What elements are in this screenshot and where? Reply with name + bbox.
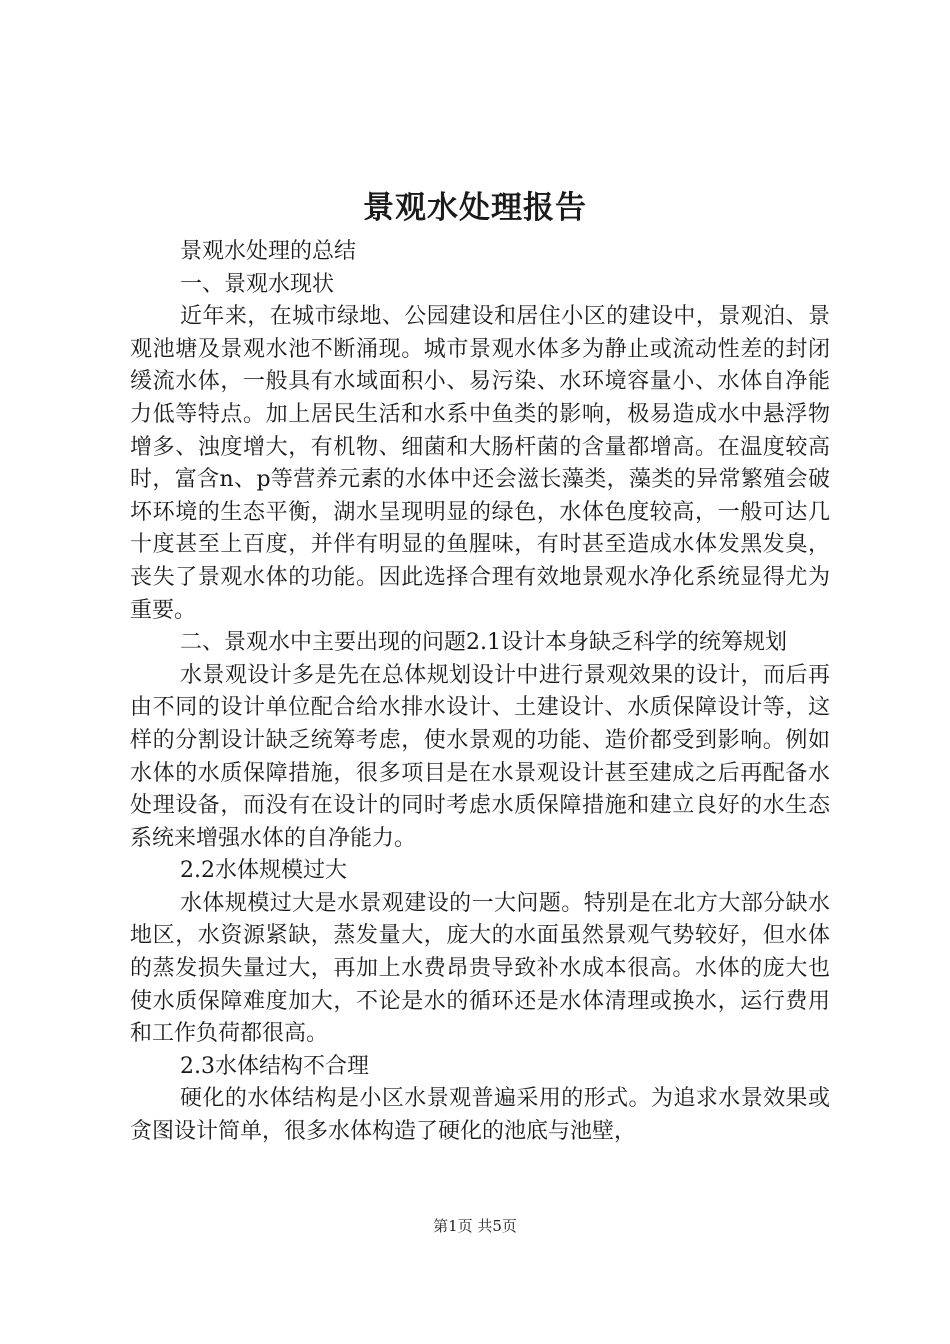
section-heading-2: 二、景观水中主要出现的问题2.1设计本身缺乏科学的统筹规划 [180, 630, 787, 656]
paragraph-scale: 水体规模过大是水景观建设的一大问题。特别是在北方大部分缺水地区，水资源紧缺，蒸发量大，庞大的水面虽然景观气势较好，但水体的蒸发损失量过大，再加上水费昂贵导致补水成本很高。水体的庞大也使水质保障难度加大，不论是水的循环还是水体清理或换水，运行费用和工作负荷都很高。 [130, 890, 830, 1047]
paragraph-structure: 硬化的水体结构是小区水景观普遍采用的形式。为追求水景效果或贪图设计简单，很多水体构造了硬化的池底与池壁， [130, 1086, 830, 1145]
section-heading-1: 一、景观水现状 [180, 271, 335, 297]
section-heading-2-2: 2.2水体规模过大 [180, 858, 347, 884]
document-body [130, 236, 830, 1149]
paragraph-status: 近年来，在城市绿地、公园建设和居住小区的建设中，景观泊、景观池塘及景观水池不断涌现。城市景观水体多为静止或流动性差的封闭缓流水体，一般具有水域面积小、易污染、水环境容量小、水体自净能力低等特点。加上居民生活和水系中鱼类的影响，极易造成水中悬浮物增多、浊度增大，有机物、细菌和大肠杆菌的含量都增高。在温度较高时，富含n、p等营养元素的水体中还会滋长藻类，藻类的异常繁殖会破坏环境的生态平衡，湖水呈现明显的绿色，水体色度较高，一般可达几十度甚至上百度，并伴有明显的鱼腥味，有时甚至造成水体发黑发臭，丧失了景观水体的功能。因此选择合理有效地景观水净化系统显得尤为重要。 [130, 304, 830, 623]
section-heading-2-3: 2.3水体结构不合理 [180, 1053, 369, 1079]
paragraph-design: 水景观设计多是先在总体规划设计中进行景观效果的设计，而后再由不同的设计单位配合给水排水设计、土建设计、水质保障设计等，这样的分割设计缺乏统筹考虑，使水景观的功能、造价都受到影响。例如水体的水质保障措施，很多项目是在水景观设计甚至建成之后再配备水处理设备，而没有在设计的同时考虑水质保障措施和建立良好的水生态系统来增强水体的自净能力。 [130, 662, 830, 851]
document-title: 景观水处理报告 [363, 190, 587, 226]
page-footer: 第1页 共5页 [433, 1217, 517, 1235]
summary-line: 景观水处理的总结 [180, 239, 357, 264]
